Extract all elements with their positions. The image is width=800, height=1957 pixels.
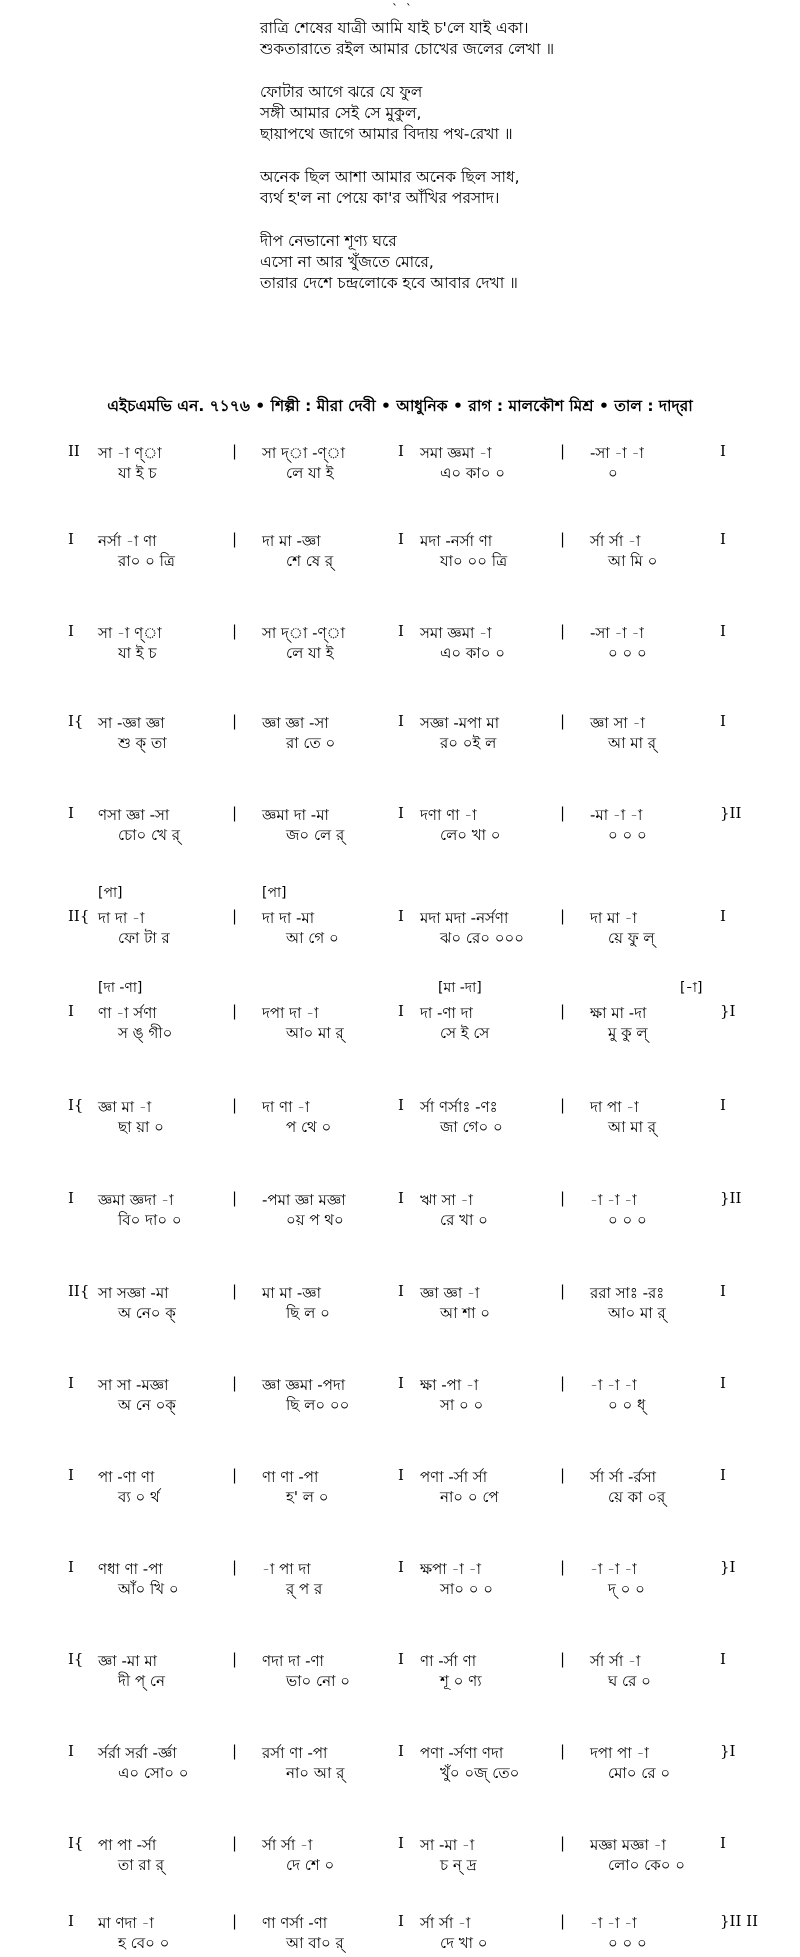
lyric-syllables: চ ন্ দ্র: [440, 1856, 477, 1874]
bar-line: |: [232, 1282, 238, 1300]
lyric-syllables: অ নে০ ক্: [118, 1304, 176, 1322]
bar-line: |: [232, 1558, 238, 1576]
lyric-syllables: আ শা ০: [440, 1304, 491, 1322]
bar-line: I: [398, 1466, 404, 1484]
bar-line: I: [68, 1189, 74, 1207]
song-lyrics: [260, 18, 780, 316]
bar-line: I: [720, 622, 726, 640]
bar-line: I: [720, 1374, 726, 1392]
lyric-syllables: ০: [608, 464, 618, 482]
lyric-syllables: রা০ ০ ত্রি: [118, 552, 175, 570]
lyric-syllables: জ০ লে র্: [286, 826, 345, 844]
notation-row: [0, 1740, 800, 1780]
swara-group: র্সা র্সা -র্রসা: [590, 1468, 656, 1486]
lyrics-line: ছায়াপথে জাগে আমার বিদায় পথ-রেখা ॥: [260, 125, 513, 143]
swara-group: জ্ঞমা দা -মা: [262, 806, 329, 824]
swara-group: ররা সাঃ -রঃ: [590, 1284, 665, 1302]
swara-group: ক্ষা -পা -া: [420, 1376, 479, 1394]
swara-group: দা -ণা দা: [420, 1004, 473, 1022]
bar-line: I: [68, 1002, 74, 1020]
bar-line: I{: [68, 1834, 84, 1852]
lyric-syllables: শূ ০ ণ্য: [440, 1672, 482, 1690]
swara-group: সা দ্া -ণ্া: [262, 624, 345, 642]
bar-line: |: [560, 1189, 566, 1207]
lyric-syllables: ঝ০ রে০ ০০০: [440, 929, 524, 947]
notation-row: [0, 1648, 800, 1688]
lyric-syllables: স ঙ্ গী০: [118, 1024, 173, 1042]
bar-line: |: [232, 622, 238, 640]
lyric-syllables: আ বা০ র্: [286, 1934, 344, 1952]
lyric-syllables: ০ ০ ০: [608, 644, 647, 662]
bar-line: I: [398, 1189, 404, 1207]
bar-line: I: [68, 530, 74, 548]
bar-line: }II II: [720, 1912, 759, 1930]
swara-group: -সা -া -া: [590, 624, 644, 642]
lyric-syllables: ভা০ নো ০: [286, 1672, 350, 1690]
lyric-syllables: আ০ মা র্: [608, 1304, 666, 1322]
swara-group: -া -া -া: [590, 1560, 637, 1578]
bar-line: |: [232, 1912, 238, 1930]
swara-group: -পমা জ্ঞা মজ্ঞা: [262, 1191, 346, 1209]
lyric-syllables: হ বে০ ০: [118, 1934, 170, 1952]
bar-line: }II: [720, 804, 742, 822]
swara-group: পা পা -র্সা: [98, 1836, 157, 1854]
bar-line: I: [398, 712, 404, 730]
lyrics-line: ফোটার আগে ঝরে যে ফুল: [260, 83, 423, 101]
bar-line: |: [560, 1002, 566, 1020]
bar-line: |: [232, 1374, 238, 1392]
lyric-syllables: লে০ খা ০: [440, 826, 501, 844]
swara-group: পণা -র্সা র্সা: [420, 1468, 488, 1486]
swara-group: ক্ষপা -া -া: [420, 1560, 481, 1578]
swara-group: জ্ঞা জ্ঞমা -পদা: [262, 1376, 346, 1394]
bar-line: |: [560, 1558, 566, 1576]
bar-line: I{: [68, 712, 84, 730]
bar-line: |: [232, 804, 238, 822]
swara-group: র্সা র্সা -া: [262, 1836, 313, 1854]
lyric-syllables: ছি ল ০: [286, 1304, 330, 1322]
notation-row: [0, 710, 800, 750]
bar-line: |: [560, 1650, 566, 1668]
swara-group: মদা মদা -নর্সণা: [420, 909, 509, 927]
bar-line: I: [398, 1558, 404, 1576]
lyrics-stanza: [260, 82, 780, 145]
notation-row: [0, 620, 800, 660]
lyric-syllables: দে শে ০: [286, 1856, 335, 1874]
lyric-syllables: র০ ০ই ল: [440, 734, 497, 752]
bar-line: I{: [68, 1650, 84, 1668]
lyrics-line: অনেক ছিল আশা আমার অনেক ছিল সাধ,: [260, 168, 520, 186]
lyric-syllables: দে খা ০: [440, 1934, 488, 1952]
lyric-syllables: আ মি ০: [608, 552, 658, 570]
bracket-annotation: [দা -ণা]: [98, 980, 143, 996]
notation-row: [0, 802, 800, 842]
bar-line: I: [720, 1466, 726, 1484]
lyric-syllables: ব্য ০ র্থ: [118, 1488, 160, 1506]
bar-line: II{: [68, 1282, 90, 1300]
lyrics-stanza: [260, 18, 780, 60]
notation-row: [0, 528, 800, 568]
swara-group: ণা -র্সা ণা: [420, 1652, 477, 1670]
bar-line: I: [68, 622, 74, 640]
swara-group: পা -ণা ণা: [98, 1468, 155, 1486]
lyric-syllables: য়ে ফু ল্: [608, 929, 655, 947]
swara-group: ণসা জ্ঞা -সা: [98, 806, 170, 824]
bar-line: |: [232, 1002, 238, 1020]
bar-line: I: [398, 622, 404, 640]
lyric-syllables: বি০ দা০ ০: [118, 1211, 182, 1229]
bar-line: |: [560, 1282, 566, 1300]
bar-line: |: [560, 1466, 566, 1484]
swara-group: সজ্ঞা -মপা মা: [420, 714, 500, 732]
lyric-syllables: লো০ কে০ ০: [608, 1856, 685, 1874]
lyric-syllables: য়ে কা ০র্: [608, 1488, 666, 1506]
bar-line: |: [560, 1096, 566, 1114]
swara-group: -া পা দা: [262, 1560, 311, 1578]
lyrics-line: রাত্রি শেষের যাত্রী আমি যাই চ'লে যাই একা।: [260, 19, 529, 37]
lyric-syllables: সে ই সে: [440, 1024, 490, 1042]
lyric-syllables: শু ক্ তা: [118, 734, 167, 752]
lyric-syllables: দী প্ নে: [118, 1672, 165, 1690]
bar-line: |: [560, 1912, 566, 1930]
swara-group: ণা ণর্সা -ণা: [262, 1914, 328, 1932]
bar-line: I: [720, 712, 726, 730]
swara-group: দা দা -মা: [262, 909, 315, 927]
swara-group: দা মা -া: [590, 909, 637, 927]
lyrics-line: দীপ নেভানো শূণ্য ঘরে: [260, 232, 397, 250]
bar-line: II: [68, 442, 80, 460]
swara-group: জ্ঞা সা -া: [590, 714, 645, 732]
bar-line: I: [68, 1558, 74, 1576]
swara-group: সা -া ণ্া: [98, 444, 162, 462]
lyric-syllables: তা রা র্: [118, 1856, 164, 1874]
swara-group: র্সা র্সা -া: [420, 1914, 471, 1932]
swara-group: দা দা -া: [98, 909, 145, 927]
bar-line: |: [232, 1742, 238, 1760]
bar-line: |: [232, 712, 238, 730]
lyric-syllables: ০য় প থ০: [286, 1211, 344, 1229]
swara-group: দপা দা -া: [262, 1004, 319, 1022]
swara-group: দপা পা -া: [590, 1744, 649, 1762]
lyric-syllables: জা গে০ ০: [440, 1118, 503, 1136]
bar-line: |: [560, 712, 566, 730]
bar-line: I: [68, 1912, 74, 1930]
swara-group: র্সা র্সা -া: [590, 532, 641, 550]
swara-group: জ্ঞা জ্ঞা -া: [420, 1284, 480, 1302]
lyrics-line: সঙ্গী আমার সেই সে মুকুল,: [260, 104, 422, 122]
lyrics-line: তারার দেশে চন্দ্রলোকে হবে আবার দেখা ॥: [260, 274, 518, 292]
lyric-syllables: লে যা ই: [286, 644, 334, 662]
lyric-syllables: রা তে ০: [286, 734, 336, 752]
swara-group: ণা ণা -পা: [262, 1468, 319, 1486]
swara-group: -মা -া -া: [590, 806, 643, 824]
lyric-syllables: এ০ সো০ ০: [118, 1764, 189, 1782]
record-info-line: এইচএমভি এন. ৭১৭৬ • শিল্পী : মীরা দেবী • আধুনিক • রাগ : মালকৌশ মিশ্র • তাল : দাদ্‌রা: [107, 397, 693, 415]
lyric-syllables: না০ আ র্: [286, 1764, 345, 1782]
bar-line: II{: [68, 907, 90, 925]
bar-line: |: [232, 1189, 238, 1207]
notation-row: [0, 885, 800, 947]
notation-row: [0, 1910, 800, 1950]
bar-line: |: [560, 907, 566, 925]
swara-group: সা সজ্ঞা -মা: [98, 1284, 169, 1302]
swara-group: দা পা -া: [590, 1098, 639, 1116]
lyric-syllables: না০ ০ পে: [440, 1488, 499, 1506]
notation-row: [0, 1832, 800, 1872]
lyric-syllables: এ০ কা০ ০: [440, 644, 506, 662]
bar-line: I: [720, 907, 726, 925]
bar-line: |: [560, 804, 566, 822]
swara-group: জ্ঞা -মা মা: [98, 1652, 158, 1670]
lyric-syllables: সা ০ ০: [440, 1396, 484, 1414]
lyric-syllables: ০ ০ ০: [608, 1934, 647, 1952]
bar-line: I: [720, 1096, 726, 1114]
lyric-syllables: র্ প র: [286, 1580, 323, 1598]
bar-line: |: [560, 1834, 566, 1852]
bar-line: |: [560, 622, 566, 640]
swara-group: জ্ঞমা জ্ঞদা -া: [98, 1191, 174, 1209]
bar-line: |: [560, 1374, 566, 1392]
swara-group: সমা জ্ঞমা -া: [420, 624, 492, 642]
lyric-syllables: দ্ ০ ০: [608, 1580, 645, 1598]
swara-group: রর্সা ণা -পা: [262, 1744, 328, 1762]
bar-line: I: [68, 1466, 74, 1484]
bar-line: I: [398, 1374, 404, 1392]
bar-line: I: [720, 1282, 726, 1300]
lyrics-line: ব্যর্থ হ'ল না পেয়ে কা'র আঁখির পরসাদ।: [260, 189, 500, 207]
lyric-syllables: অ নে ০ক্: [118, 1396, 176, 1414]
swara-group: সা সা -মজ্ঞা: [98, 1376, 169, 1394]
bar-line: I: [720, 1834, 726, 1852]
swara-group: সা -া ণ্া: [98, 624, 162, 642]
lyric-syllables: আ মা র্: [608, 734, 656, 752]
swara-group: দা মা -জ্ঞা: [262, 532, 321, 550]
bar-line: }I: [720, 1002, 736, 1020]
lyric-syllables: ০ ০ ০: [608, 1211, 647, 1229]
swara-group: র্সর্রা সর্রা -র্জ্ঞা: [98, 1744, 177, 1762]
bar-line: I: [398, 1096, 404, 1114]
bar-line: I: [68, 804, 74, 822]
bar-line: I: [398, 1282, 404, 1300]
bar-line: |: [560, 442, 566, 460]
swara-group: জ্ঞা জ্ঞা -সা: [262, 714, 329, 732]
lyric-syllables: মো০ রে ০: [608, 1764, 671, 1782]
bar-line: I: [720, 530, 726, 548]
notation-row: [0, 1187, 800, 1227]
lyric-syllables: রে খা ০: [440, 1211, 488, 1229]
bar-line: |: [232, 907, 238, 925]
lyric-syllables: যা ই চ: [118, 644, 157, 662]
bar-line: I: [398, 442, 404, 460]
bar-line: |: [232, 1834, 238, 1852]
lyric-syllables: ফো টা র: [118, 929, 170, 947]
notation-row: [0, 1372, 800, 1412]
swara-group: ক্ষা মা -দা: [590, 1004, 647, 1022]
bar-line: }I: [720, 1558, 736, 1576]
lyric-syllables: লে যা ই: [286, 464, 334, 482]
swara-group: মা মা -জ্ঞা: [262, 1284, 322, 1302]
swara-group: সা -জ্ঞা জ্ঞা: [98, 714, 165, 732]
notation-row: [0, 1280, 800, 1320]
lyric-syllables: চো০ খে র্: [118, 826, 181, 844]
bar-line: |: [232, 1466, 238, 1484]
notation-row: [0, 980, 800, 1042]
swara-group: -া -া -া: [590, 1191, 637, 1209]
bar-line: I: [398, 1834, 404, 1852]
bar-line: I: [720, 442, 726, 460]
bar-line: |: [232, 1096, 238, 1114]
bar-line: |: [232, 530, 238, 548]
lyric-syllables: খুঁ০ ০জ্ তে০: [440, 1764, 520, 1782]
lyric-syllables: হ' ল ০: [286, 1488, 329, 1506]
lyric-syllables: ঘ রে ০: [608, 1672, 651, 1690]
lyric-syllables: আ০ মা র্: [286, 1024, 344, 1042]
bar-line: |: [560, 530, 566, 548]
bar-line: }I: [720, 1742, 736, 1760]
bar-line: I: [398, 804, 404, 822]
lyrics-line: এসো না আর খুঁজতে মোরে,: [260, 253, 434, 271]
lyric-syllables: শে ষে র্: [286, 552, 334, 570]
bracket-annotation: [মা -দা]: [438, 980, 482, 996]
lyric-syllables: আঁ০ খি ০: [118, 1580, 179, 1598]
bar-line: |: [560, 1742, 566, 1760]
swara-group: ণা -া র্সণা: [98, 1004, 157, 1022]
bar-line: I: [398, 907, 404, 925]
lyrics-line: শুকতারাতে রইল আমার চোখের জলের লেখা ॥: [260, 40, 555, 58]
swara-group: মা ণদা -া: [98, 1914, 154, 1932]
lyric-syllables: এ০ কা০ ০: [440, 464, 506, 482]
lyric-syllables: ০ ০ ০: [608, 826, 647, 844]
swara-group: দণা ণা -া: [420, 806, 477, 824]
bar-line: |: [232, 442, 238, 460]
bracket-annotation: [পা]: [262, 885, 287, 901]
lyric-syllables: আ গে ০: [286, 929, 339, 947]
swara-group: র্সা ণর্সাঃ -ণঃ: [420, 1098, 498, 1116]
bracket-annotation: [-া]: [680, 980, 703, 996]
bar-line: I: [68, 1374, 74, 1392]
notation-row: [0, 1464, 800, 1504]
bar-line: }II: [720, 1189, 742, 1207]
bar-line: I{: [68, 1096, 84, 1114]
bar-line: I: [398, 1002, 404, 1020]
bar-line: I: [398, 530, 404, 548]
notation-row: [0, 1094, 800, 1134]
bar-line: I: [720, 1650, 726, 1668]
lyric-syllables: ছা য়া ০: [118, 1118, 164, 1136]
lyric-syllables: আ মা র্: [608, 1118, 656, 1136]
swara-group: জ্ঞা মা -া: [98, 1098, 152, 1116]
swara-group: ণধা ণা -পা: [98, 1560, 163, 1578]
lyrics-stanza: [260, 231, 780, 294]
swara-group: মজ্ঞা মজ্ঞা -া: [590, 1836, 666, 1854]
lyric-syllables: সা০ ০ ০: [440, 1580, 494, 1598]
swara-group: ণদা দা -ণা: [262, 1652, 324, 1670]
bar-line: I: [398, 1912, 404, 1930]
lyric-syllables: মু কু ল্: [608, 1024, 648, 1042]
lyrics-stanza: [260, 167, 780, 209]
swara-group: দা ণা -া: [262, 1098, 310, 1116]
swara-group: সমা জ্ঞমা -া: [420, 444, 492, 462]
swara-group: মদা -নর্সা ণা: [420, 532, 493, 550]
bar-line: I: [68, 1742, 74, 1760]
swara-group: পণা -র্সণা ণদা: [420, 1744, 504, 1762]
lyric-syllables: যা ই চ: [118, 464, 157, 482]
notation-row: [0, 1556, 800, 1596]
lyric-syllables: প থে ০: [286, 1118, 332, 1136]
swara-group: র্সা র্সা -া: [590, 1652, 641, 1670]
swara-group: -সা -া -া: [590, 444, 644, 462]
lyric-syllables: যা০ ০০ ত্রি: [440, 552, 508, 570]
decorative-dots: ` `: [392, 2, 414, 16]
swara-group: -া -া -া: [590, 1376, 637, 1394]
notation-row: [0, 440, 800, 480]
bar-line: I: [398, 1650, 404, 1668]
swara-group: ঋা সা -া: [420, 1191, 473, 1209]
bar-line: I: [398, 1742, 404, 1760]
swara-group: সা দ্া -ণ্া: [262, 444, 345, 462]
swara-group: নর্সা -া ণা: [98, 532, 157, 550]
bar-line: |: [232, 1650, 238, 1668]
lyric-syllables: ছি ল০ ০০: [286, 1396, 350, 1414]
lyric-syllables: ০ ০ ধ্: [608, 1396, 646, 1414]
bracket-annotation: [পা]: [98, 885, 123, 901]
swara-group: -া -া -া: [590, 1914, 637, 1932]
swara-group: সা -মা -া: [420, 1836, 475, 1854]
